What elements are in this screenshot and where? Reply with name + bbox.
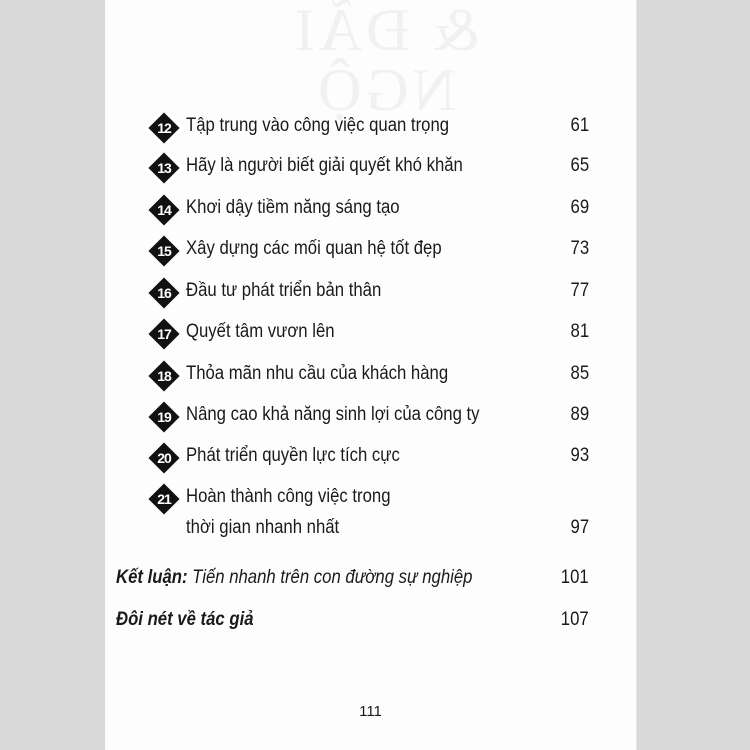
chapter-title: Tập trung vào công việc quan trọng: [186, 115, 450, 136]
chapter-title: Xây dựng các mối quan hệ tốt đẹp: [186, 238, 442, 259]
chapter-number-badge: 20: [149, 443, 179, 473]
page-ref: 77: [570, 280, 589, 301]
chapter-title: Khơi dậy tiềm năng sáng tạo: [186, 197, 400, 218]
page-ref: 85: [570, 363, 589, 384]
toc-entry: [105, 236, 636, 266]
toc-entry: [105, 195, 636, 225]
chapter-title: Phát triển quyền lực tích cực: [186, 445, 400, 466]
chapter-number-badge: 14: [149, 195, 179, 225]
toc-entry: [105, 484, 636, 544]
chapter-title: Đầu tư phát triển bản thân: [186, 280, 382, 301]
chapter-title: Hãy là người biết giải quyết khó khăn: [186, 155, 463, 176]
chapter-number-badge: 12: [149, 113, 179, 143]
chapter-title: Quyết tâm vươn lên: [186, 321, 335, 342]
page-number: 111: [359, 703, 382, 720]
chapter-number-badge: 18: [149, 361, 179, 391]
page-ref: 89: [570, 404, 589, 425]
page-ref: 81: [570, 321, 589, 342]
about-author-title: Đôi nét về tác giả: [116, 609, 254, 630]
chapter-title: Thỏa mãn nhu cầu của khách hàng: [186, 363, 449, 384]
toc-entry: [105, 153, 636, 183]
page-ref: 97: [570, 517, 589, 538]
toc-entry: [105, 113, 636, 143]
chapter-title-line1: Hoàn thành công việc trong: [186, 486, 391, 507]
bleed-through-title: & ĐÃI NGỘ: [290, 0, 480, 123]
page-ref: 73: [570, 238, 589, 259]
page-ref: 107: [561, 609, 589, 630]
page-ref: 101: [561, 567, 589, 588]
toc-entry: [105, 361, 636, 391]
chapter-number-badge: 17: [149, 319, 179, 349]
chapter-number-badge: 21: [149, 484, 179, 514]
conclusion-title: Kết luận: Tiến nhanh trên con đường sự nghiệp: [116, 567, 473, 588]
page-ref: 65: [570, 155, 589, 176]
toc-entry-about-author: [105, 607, 636, 637]
toc-entry-conclusion: [105, 565, 636, 595]
chapter-number-badge: 15: [149, 236, 179, 266]
toc-entry: [105, 319, 636, 349]
toc-entry: [105, 402, 636, 432]
chapter-number-badge: 19: [149, 402, 179, 432]
page-ref: 69: [570, 197, 589, 218]
chapter-title-line2: thời gian nhanh nhất: [186, 517, 340, 538]
chapter-number-badge: 13: [149, 153, 179, 183]
toc-entry: [105, 278, 636, 308]
page-ref: 93: [570, 445, 589, 466]
chapter-title: Nâng cao khả năng sinh lợi của công ty: [186, 404, 480, 425]
book-page: [105, 0, 637, 750]
chapter-number-badge: 16: [149, 278, 179, 308]
toc-entry: [105, 443, 636, 473]
page-ref: 61: [570, 115, 589, 136]
